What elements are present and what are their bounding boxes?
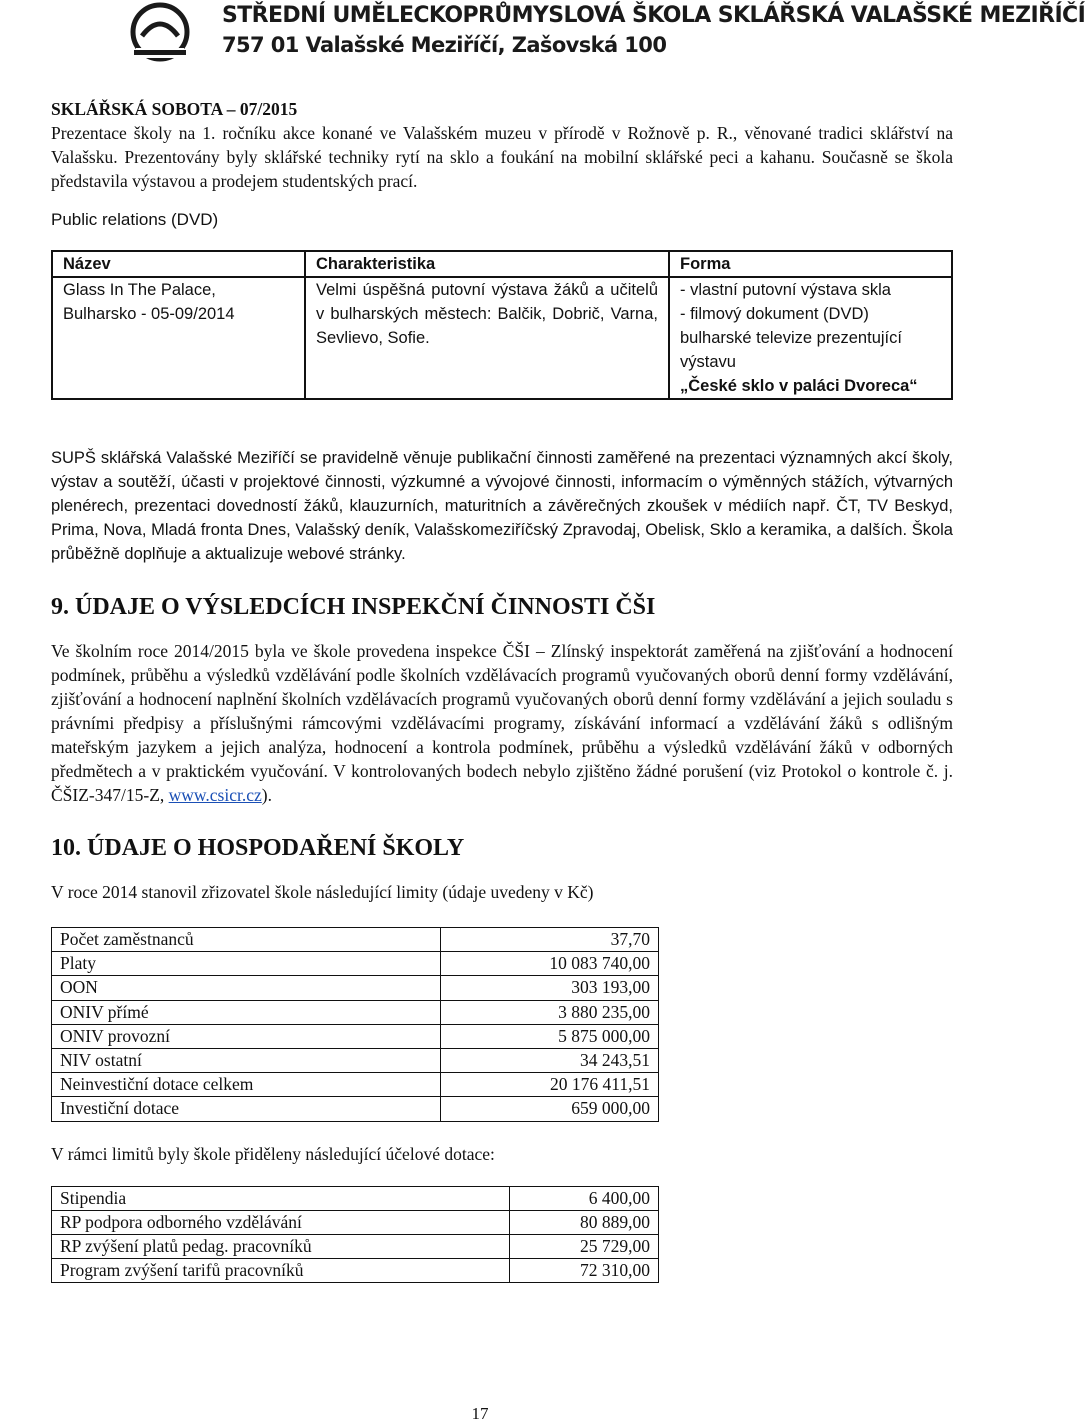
pr-table-header — [52, 251, 952, 277]
table-row — [52, 1210, 659, 1234]
table-row — [52, 952, 659, 976]
school-address: 757 01 Valašské Meziříčí, Zašovská 100 — [222, 33, 667, 57]
school-name: STŘEDNÍ UMĚLECKOPRŮMYSLOVÁ ŠKOLA SKLÁŘSKÁ VALAŠSKÉ MEZIŘÍČÍ — [222, 3, 1085, 28]
pr-cell-name — [52, 277, 305, 399]
table-row — [52, 1234, 659, 1258]
pr-cell-form — [669, 277, 952, 399]
pr-characteristics-text: Velmi úspěšná putovní výstava žáků a učitelů v bulharských městech: Balčik, Dobrič, Varna, Sevlievo, Sofie. — [316, 281, 658, 347]
table-row — [52, 1024, 659, 1048]
letterhead — [0, 0, 1085, 70]
section-9-text — [51, 639, 953, 807]
page-content — [51, 97, 953, 1283]
limits-table — [51, 927, 659, 1122]
row-label: Neinvestiční dotace celkem — [52, 1073, 441, 1097]
table-row — [52, 928, 659, 952]
pr-name-line: Glass In The Palace, — [63, 281, 216, 299]
table-row — [52, 976, 659, 1000]
row-label: Stipendia — [52, 1186, 510, 1210]
section-9-body: Ve školním roce 2014/2015 byla ve škole provedena inspekce ČŠI – Zlínský inspektorát zaměřená na zjišťování a hodnocení podmínek, průběhu a výsledků vzdělávání podle školních vzdělávacích programů vyučovaných oborů denní formy vzdělávání, zjišťování a hodnocení naplnění školních vzdělávacích programů vyučovaných oborů denní formy vzdělávání a jejich souladu s právními předpisy a příslušnými rámcovými vzdělávacími programy, získávání informací a vzdělávání žáků s odlišným mateřským jazykem a jejich analýza, hodnocení a kontrola podmínek, průběhu a výsledků vzdělávání žáků v odborných předmětech a v praktickém vyučování. V kontrolovaných bodech nebylo zjištěno žádné porušení (viz Protokol o kontrole č. j. ČŠIZ-347/15-Z, — [51, 641, 953, 805]
table-row — [52, 1000, 659, 1024]
table-row — [52, 1048, 659, 1072]
row-label: Investiční dotace — [52, 1097, 441, 1121]
grants-intro: V rámci limitů byly škole přiděleny následující účelové dotace: — [51, 1143, 495, 1164]
pr-name-line: Bulharsko - 05-09/2014 — [63, 305, 235, 323]
row-value: 25 729,00 — [510, 1234, 659, 1258]
row-label: Program zvýšení tarifů pracovníků — [52, 1259, 510, 1283]
row-label: RP zvýšení platů pedag. pracovníků — [52, 1234, 510, 1258]
csicr-link[interactable]: www.csicr.cz — [168, 785, 262, 805]
row-value: 37,70 — [441, 928, 659, 952]
event-text: Prezentace školy na 1. ročníku akce konané ve Valašském muzeu v přírodě v Rožnově p. R., věnované tradici sklářství na Valašsku. Prezentovány byly sklářské techniky rytí na sklo a foukání na mobilní sklářské peci a kahanu. Současně se škola představila výstavou a prodejem studentských prací. — [51, 123, 953, 191]
row-value: 659 000,00 — [441, 1097, 659, 1121]
pr-header-name: Název — [52, 251, 305, 277]
pr-cell-characteristics — [305, 277, 669, 399]
page-number: 17 — [471, 1404, 489, 1423]
row-label: ONIV provozní — [52, 1024, 441, 1048]
row-label: NIV ostatní — [52, 1048, 441, 1072]
row-value: 6 400,00 — [510, 1186, 659, 1210]
pr-header-form: Forma — [669, 251, 952, 277]
row-value: 303 193,00 — [441, 976, 659, 1000]
row-value: 3 880 235,00 — [441, 1000, 659, 1024]
school-logo-icon — [128, 2, 192, 64]
row-label: OON — [52, 976, 441, 1000]
row-value: 20 176 411,51 — [441, 1073, 659, 1097]
section-10-intro: V roce 2014 stanovil zřizovatel škole následující limity (údaje uvedeny v Kč) — [51, 882, 594, 902]
row-value: 10 083 740,00 — [441, 952, 659, 976]
section-9-heading: 9. ÚDAJE O VÝSLEDCÍCH INSPEKČNÍ ČINNOSTI ČŠI — [51, 594, 656, 620]
table-row — [52, 277, 952, 399]
publicity-text: SUPŠ sklářská Valašské Meziříčí se pravidelně věnuje publikační činnosti zaměřené na prezentaci významných akcí školy, výstav a soutěží, účasti v projektové činnosti, výzkumné a vývojové činnosti, informacím o výměnných stážích, výtvarných plenérech, prezentaci dovedností žáků, klauzurních, maturitních a závěrečných zkoušek v médiích např. ČT, TV Beskyd, Prima, Nova, Mladá fronta Dnes, Valašský deník, Valašskomeziříčský Zpravodaj, Obelisk, Sklo a keramika, a dalších. Škola průběžně doplňuje a aktualizuje webové stránky. — [51, 449, 953, 563]
row-label: ONIV přímé — [52, 1000, 441, 1024]
pr-header-characteristics: Charakteristika — [305, 251, 669, 277]
row-value: 80 889,00 — [510, 1210, 659, 1234]
pr-table — [51, 250, 953, 400]
pr-form-line: „České sklo v paláci Dvoreca“ — [680, 377, 918, 395]
row-label: Platy — [52, 952, 441, 976]
pr-form-line: - vlastní putovní výstava skla — [680, 281, 891, 299]
row-value: 5 875 000,00 — [441, 1024, 659, 1048]
table-row — [52, 1073, 659, 1097]
pr-title: Public relations (DVD) — [51, 210, 219, 229]
table-row — [52, 1097, 659, 1121]
section-9-tail: ). — [261, 785, 272, 805]
row-label: RP podpora odborného vzdělávání — [52, 1210, 510, 1234]
section-10-heading: 10. ÚDAJE O HOSPODAŘENÍ ŠKOLY — [51, 835, 465, 861]
event-title: SKLÁŘSKÁ SOBOTA – 07/2015 — [51, 99, 298, 119]
table-row — [52, 1259, 659, 1283]
pr-form-line: - filmový dokument (DVD) — [680, 305, 869, 323]
pr-form-line: bulharské televize prezentující výstavu — [680, 329, 902, 371]
row-label: Počet zaměstnanců — [52, 928, 441, 952]
row-value: 72 310,00 — [510, 1259, 659, 1283]
grants-table — [51, 1186, 659, 1284]
row-value: 34 243,51 — [441, 1048, 659, 1072]
table-row — [52, 1186, 659, 1210]
